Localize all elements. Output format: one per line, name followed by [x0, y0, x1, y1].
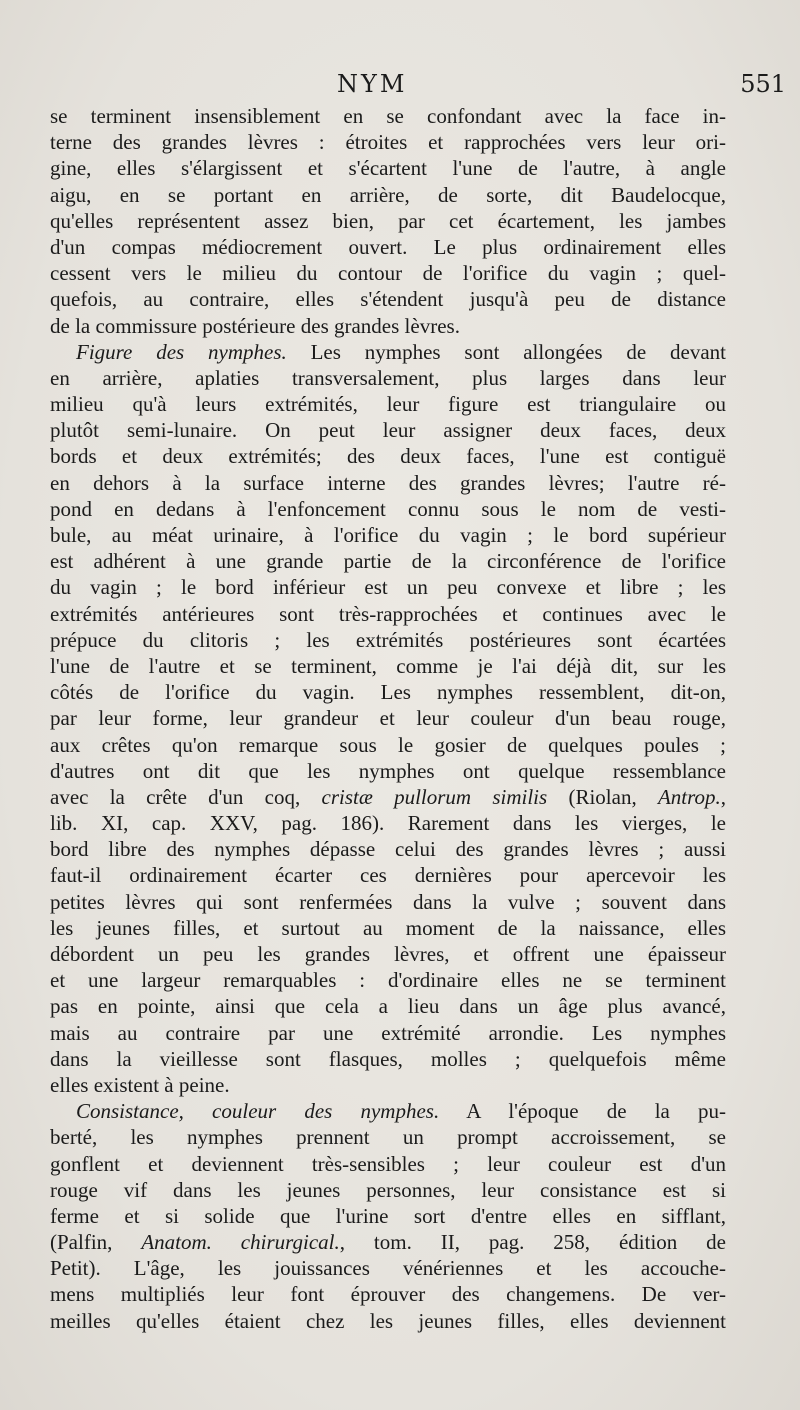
- text-segment: est adhérent à une grande partie de la circonférence de l'orifice: [50, 549, 726, 574]
- text-line: [50, 993, 726, 1019]
- text-segment: rouge vif dans les jeunes personnes, leur consistance est si: [50, 1177, 726, 1202]
- text-segment: bords et deux extrémités; des deux faces, l'une est contiguë: [50, 444, 726, 469]
- text-line: [50, 443, 726, 469]
- italic-text: Antrop.: [657, 784, 721, 809]
- text-segment: Petit). L'âge, les jouissances vénériennes et les accouche-: [50, 1256, 726, 1281]
- page-number: 551: [740, 70, 786, 98]
- text-segment: les jeunes filles, et surtout au moment de la naissance, elles: [50, 915, 726, 940]
- text-line: [50, 182, 726, 208]
- text-segment: gonflent et deviennent très-sensibles ; leur couleur est d'un: [50, 1151, 726, 1176]
- text-segment: bord libre des nymphes dépasse celui des grandes lèvres ; aussi: [50, 837, 726, 862]
- text-segment: ,: [720, 784, 726, 809]
- text-segment: pond en dedans à l'enfoncement connu sous le nom de vesti-: [50, 496, 726, 521]
- text-segment: en arrière, aplaties transversalement, plus larges dans leur: [50, 365, 726, 390]
- text-segment: avec la crête d'un coq,: [50, 784, 322, 809]
- text-segment: berté, les nymphes prennent un prompt accroissement, se: [50, 1125, 726, 1150]
- text-segment: bule, au méat urinaire, à l'orifice du vagin ; le bord supérieur: [50, 523, 726, 547]
- text-segment: extrémités antérieures sont très-rapprochées et continues avec le: [50, 601, 726, 626]
- text-segment: terne des grandes lèvres : étroites et rapprochées vers leur ori-: [50, 130, 726, 155]
- text-segment: milieu qu'à leurs extrémités, leur figure est triangulaire ou: [50, 392, 726, 417]
- text-line: [50, 627, 726, 653]
- text-segment: de la commissure postérieure des grandes lèvres.: [50, 313, 460, 338]
- text-line: [50, 574, 726, 600]
- text-line: [50, 417, 726, 443]
- text-line: [50, 784, 726, 810]
- text-segment: quefois, au contraire, elles s'étendent jusqu'à peu de distance: [50, 287, 726, 312]
- text-segment: et une largeur remarquables : d'ordinaire elles ne se terminent: [50, 968, 726, 993]
- italic-text: Consistance, couleur des nymphes.: [76, 1099, 440, 1124]
- italic-text: Figure des nymphes.: [76, 339, 287, 364]
- text-segment: elles existent à peine.: [50, 1072, 230, 1097]
- text-line: [50, 836, 726, 862]
- text-line: [50, 1151, 726, 1177]
- text-segment: (Riolan,: [547, 784, 658, 809]
- text-segment: d'un compas médiocrement ouvert. Le plus ordinairement elles: [50, 234, 726, 259]
- text-line: [50, 391, 726, 417]
- text-segment: ferme et si solide que l'urine sort d'entre elles en sifflant,: [50, 1203, 726, 1228]
- text-segment: mens multipliés leur font éprouver des changemens. De ver-: [50, 1282, 726, 1307]
- text-segment: en dehors à la surface interne des grandes lèvres; l'autre ré-: [50, 470, 726, 495]
- text-line: [50, 889, 726, 915]
- text-line: [50, 1124, 726, 1150]
- header-title: NYM: [337, 70, 408, 98]
- text-segment: petites lèvres qui sont renfermées dans la vulve ; souvent dans: [50, 889, 726, 914]
- text-line: [50, 810, 726, 836]
- text-segment: d'autres ont dit que les nymphes ont quelque ressemblance: [50, 758, 726, 783]
- text-segment: lib. XI, cap. XXV, pag. 186). Rarement dans les vierges, le: [50, 811, 726, 836]
- text-line: [50, 915, 726, 941]
- text-segment: Les nymphes sont allongées de devant: [286, 339, 726, 364]
- text-segment: (Palfin,: [50, 1230, 142, 1255]
- text-line: [50, 653, 726, 679]
- text-segment: débordent un peu les grandes lèvres, et offrent une épaisseur: [50, 942, 726, 966]
- text-line: [50, 1177, 726, 1203]
- text-segment: , tom. II, pag. 258, édition de: [339, 1230, 726, 1255]
- text-line: [50, 286, 726, 312]
- text-line: [50, 1046, 726, 1072]
- text-segment: du vagin ; le bord inférieur est un peu convexe et libre ; les: [50, 575, 726, 600]
- text-segment: aux crêtes qu'on remarque sous le gosier de quelques poules ;: [50, 732, 726, 757]
- text-line: [50, 522, 726, 548]
- text-line: [50, 260, 726, 286]
- text-segment: mais au contraire par une extrémité arrondie. Les nymphes: [50, 1020, 726, 1045]
- text-segment: dans la vieillesse sont flasques, molles ; quelquefois même: [50, 1046, 726, 1071]
- text-segment: plutôt semi-lunaire. On peut leur assigner deux faces, deux: [50, 418, 726, 443]
- text-line: [50, 365, 726, 391]
- text-line: [50, 1308, 726, 1334]
- text-line: [50, 1072, 726, 1098]
- text-segment: faut-il ordinairement écarter ces dernières pour apercevoir les: [50, 863, 726, 888]
- text-line: [50, 339, 726, 365]
- text-segment: se terminent insensiblement en se confondant avec la face in-: [50, 104, 726, 128]
- text-segment: cessent vers le milieu du contour de l'orifice du vagin ; quel-: [50, 261, 726, 286]
- text-line: [50, 758, 726, 784]
- text-line: [50, 601, 726, 627]
- text-line: [50, 1255, 726, 1281]
- text-line: [50, 1229, 726, 1255]
- text-line: [50, 208, 726, 234]
- text-line: [50, 941, 726, 967]
- text-line: [50, 1098, 726, 1124]
- text-segment: gine, elles s'élargissent et s'écartent l'une de l'autre, à angle: [50, 156, 726, 181]
- text-segment: l'une de l'autre et se terminent, comme je l'ai déjà dit, sur les: [50, 653, 726, 678]
- text-segment: par leur forme, leur grandeur et leur couleur d'un beau rouge,: [50, 706, 726, 731]
- text-line: [50, 548, 726, 574]
- italic-text: Anatom. chirurgical.: [141, 1230, 340, 1255]
- italic-text: cristæ pullorum similis: [321, 784, 548, 809]
- text-line: [50, 1281, 726, 1307]
- text-line: [50, 129, 726, 155]
- text-line: [50, 470, 726, 496]
- text-segment: meilles qu'elles étaient chez les jeunes filles, elles deviennent: [50, 1308, 726, 1333]
- text-line: [50, 705, 726, 731]
- text-line: [50, 1203, 726, 1229]
- text-line: [50, 155, 726, 181]
- body-text: [50, 103, 726, 1334]
- text-segment: aigu, en se portant en arrière, de sorte, dit Baudelocque,: [50, 182, 726, 207]
- running-header: [0, 70, 800, 100]
- text-line: [50, 1020, 726, 1046]
- text-line: [50, 103, 726, 129]
- text-line: [50, 234, 726, 260]
- text-line: [50, 732, 726, 758]
- text-segment: côtés de l'orifice du vagin. Les nymphes ressemblent, dit-on,: [50, 680, 726, 705]
- text-line: [50, 496, 726, 522]
- text-line: [50, 313, 726, 339]
- text-line: [50, 862, 726, 888]
- text-line: [50, 679, 726, 705]
- text-segment: pas en pointe, ainsi que cela a lieu dans un âge plus avancé,: [50, 994, 726, 1019]
- text-segment: A l'époque de la pu-: [439, 1099, 726, 1124]
- text-segment: prépuce du clitoris ; les extrémités postérieures sont écartées: [50, 627, 726, 652]
- text-line: [50, 967, 726, 993]
- text-segment: qu'elles représentent assez bien, par cet écartement, les jambes: [50, 208, 726, 233]
